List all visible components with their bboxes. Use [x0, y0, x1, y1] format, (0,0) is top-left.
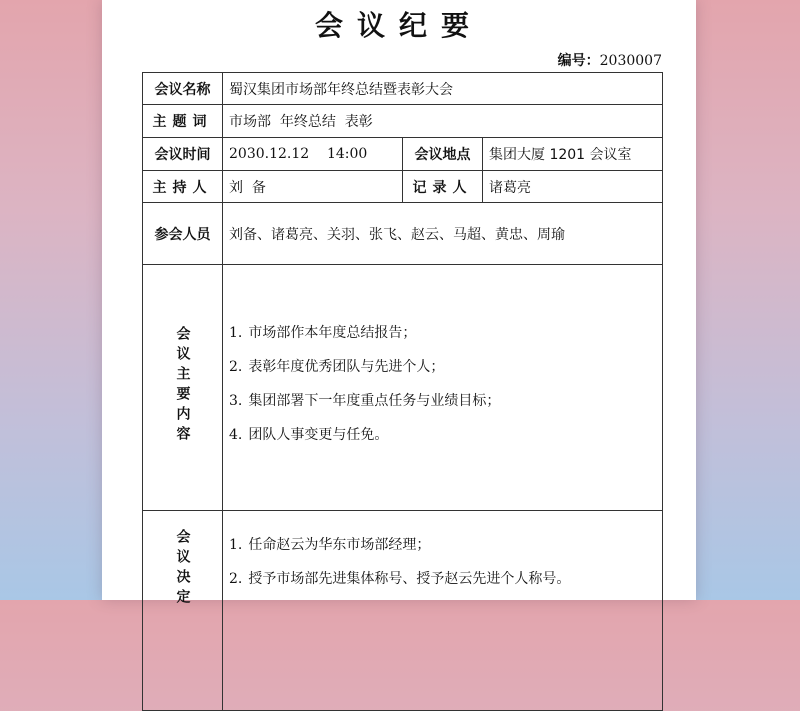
decisions-list [229, 528, 662, 596]
subject-value: 市场部 年终总结 表彰 [223, 105, 663, 138]
table-row [143, 171, 663, 203]
time-value: 2030.12.12 14:00 [223, 138, 403, 171]
list-item: 2. 表彰年度优秀团队与先进个人； [229, 359, 445, 375]
table-row [143, 73, 663, 105]
content-label-cell [143, 265, 223, 511]
host-label: 主持人 [143, 171, 223, 203]
list-item: 1. 市场部作本年度总结报告； [229, 325, 417, 341]
minutes-table [142, 72, 663, 711]
content-label: 会议主要内容 [174, 325, 191, 446]
list-item: 2. 授予市场部先进集体称号、授予赵云先进个人称号。 [229, 571, 571, 587]
table-row [143, 203, 663, 265]
document-title: 会议纪要 [314, 9, 483, 42]
decisions-label-cell [143, 511, 223, 711]
table-row [143, 511, 663, 711]
list-item: 4. 团队人事变更与任免。 [229, 427, 389, 443]
meeting-name-value: 蜀汉集团市场部年终总结暨表彰大会 [223, 73, 663, 105]
table-row [143, 105, 663, 138]
subject-label: 主题词 [143, 105, 223, 138]
time-label: 会议时间 [143, 138, 223, 171]
recorder-label: 记录人 [403, 171, 483, 203]
location-label: 会议地点 [403, 138, 483, 171]
document-number-value: 2030007 [599, 53, 662, 69]
document-sheet [102, 0, 696, 609]
list-item: 3. 集团部署下一年度重点任务与业绩目标； [229, 393, 501, 409]
decisions-items-cell [223, 511, 663, 711]
document-number-label: 编号： [557, 53, 600, 69]
content-items-cell [223, 265, 663, 511]
table-row [143, 265, 663, 511]
table-row [143, 138, 663, 171]
host-value: 刘 备 [223, 171, 403, 203]
recorder-value: 诸葛亮 [483, 171, 663, 203]
decisions-label: 会议决定 [174, 529, 191, 609]
document-number [558, 50, 662, 70]
location-value: 集团大厦 1201 会议室 [483, 138, 663, 171]
list-item: 1. 任命赵云为华东市场部经理； [229, 537, 431, 553]
content-list [229, 316, 662, 452]
attendees-value: 刘备、诸葛亮、关羽、张飞、赵云、马超、黄忠、周瑜 [223, 203, 663, 265]
meeting-name-label: 会议名称 [143, 73, 223, 105]
attendees-label: 参会人员 [143, 203, 223, 265]
